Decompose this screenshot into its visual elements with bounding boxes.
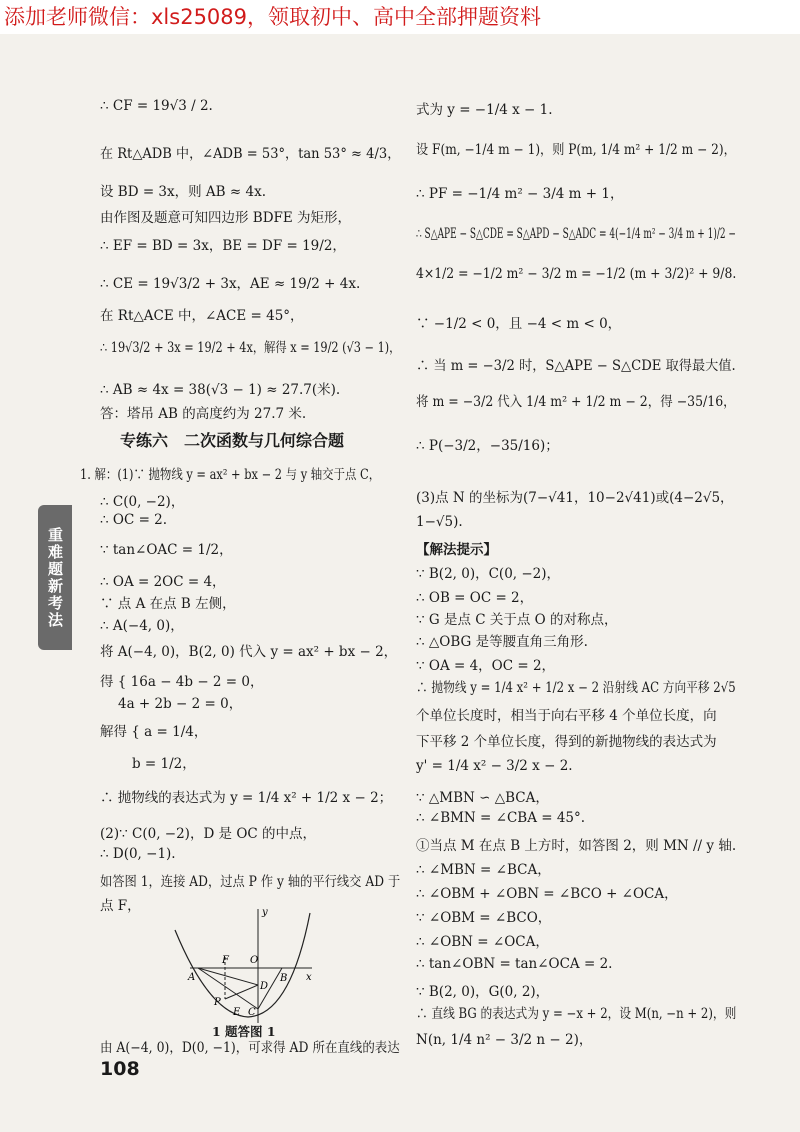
right-line: 式为 y = −1/4 x − 1. [416, 102, 553, 118]
right-line: 1−√5). [416, 514, 463, 530]
right-line: ∴ 抛物线 y = 1/4 x² + 1/2 x − 2 沿射线 AC 方向平移 2√5 [416, 680, 736, 696]
right-line: 【解法提示】 [416, 542, 497, 558]
left-line: b = 1/2， [132, 756, 196, 772]
label-O: O [250, 955, 259, 966]
right-line: ∴ ∠BMN = ∠CBA = 45°. [416, 810, 586, 826]
left-line: ∴ AB ≈ 4x = 38(√3 − 1) ≈ 27.7(米). [100, 382, 341, 398]
right-line: ①当点 M 在点 B 上方时，如答图 2，则 MN // y 轴. [416, 838, 737, 854]
right-line: ∴ 当 m = −3/2 时，S△APE − S△CDE 取得最大值. [416, 358, 736, 374]
left-line: 点 F， [100, 898, 141, 914]
right-line: ∴ ∠MBN = ∠BCA， [416, 862, 551, 878]
left-line: 4a + 2b − 2 = 0， [118, 696, 243, 712]
right-line: ∵ △MBN ∽ △BCA， [416, 790, 549, 806]
right-line: N(n, 1/4 n² − 3/2 n − 2)， [416, 1032, 593, 1048]
right-line: ∴ 直线 BG 的表达式为 y = −x + 2，设 M(n, −n + 2)，则 [416, 1006, 737, 1022]
right-line: ∴ PF = −1/4 m² − 3/4 m + 1， [416, 186, 624, 202]
figure-caption: 1 题答图 1 [212, 1024, 276, 1039]
page-number: 108 [100, 1058, 140, 1080]
left-line: 得 { 16a − 4b − 2 = 0， [100, 674, 264, 690]
left-line: ∴ OA = 2OC = 4， [100, 574, 226, 590]
left-line: (2)∵ C(0, −2)，D 是 OC 的中点， [100, 826, 317, 842]
right-line: 4×1/2 = −1/2 m² − 3/2 m = −1/2 (m + 3/2)² + 9/8. [416, 266, 737, 282]
label-x: x [306, 972, 312, 983]
right-line: ∴ S△APE − S△CDE = S△APD − S△ADC = 4(−1/4 m² − 3/4 m + 1)/2 − [416, 226, 736, 242]
left-line: ∵ 点 A 在点 B 左侧， [100, 596, 236, 612]
label-A: A [188, 972, 196, 983]
right-line: 设 F(m, −1/4 m − 1)，则 P(m, 1/4 m² + 1/2 m − 2)， [416, 142, 736, 158]
left-line: 在 Rt△ADB 中，∠ADB = 53°，tan 53° ≈ 4/3， [100, 146, 401, 162]
right-line: ∵ G 是点 C 关于点 O 的对称点， [416, 612, 618, 628]
left-line: ∴ C(0, −2)， [100, 494, 185, 510]
left-line: 在 Rt△ACE 中，∠ACE = 45°， [100, 308, 304, 324]
right-line: ∴ P(−3/2，−35/16)； [416, 438, 559, 454]
left-line: 由作图及题意可知四边形 BDFE 为矩形， [100, 210, 352, 226]
right-line: 下平移 2 个单位长度，得到的新抛物线的表达式为 [416, 734, 717, 750]
line-AD [198, 968, 258, 985]
label-F: F [222, 955, 229, 966]
left-line: ∴ CF = 19√3 / 2. [100, 98, 213, 114]
left-line: ∵ tan∠OAC = 1/2， [100, 542, 233, 558]
label-y: y [262, 907, 268, 918]
left-line: ∴ D(0, −1). [100, 846, 176, 862]
right-line: ∵ B(2, 0)，C(0, −2)， [416, 566, 561, 582]
left-line: 如答图 1，连接 AD，过点 P 作 y 轴的平行线交 AD 于 [100, 874, 401, 890]
right-line: ∵ −1/2 < 0，且 −4 < m < 0， [416, 316, 622, 332]
left-line: ∴ OC = 2. [100, 512, 168, 528]
right-line: (3)点 N 的坐标为(7−√41，10−2√41)或(4−2√5， [416, 490, 734, 506]
left-line: ∴ CE = 19√3/2 + 3x，AE ≈ 19/2 + 4x. [100, 276, 361, 292]
right-line: 将 m = −3/2 代入 1/4 m² + 1/2 m − 2，得 −35/16， [416, 394, 736, 410]
left-line: 答：塔吊 AB 的高度约为 27.7 米. [100, 406, 307, 422]
side-tab-label: 重难题新考法 [38, 505, 72, 650]
right-line: ∵ B(2, 0)，G(0, 2)， [416, 984, 550, 1000]
label-E: E [233, 1007, 241, 1018]
right-line: ∴ ∠OBN = ∠OCA， [416, 934, 549, 950]
right-line: ∴ △OBG 是等腰直角三角形. [416, 634, 588, 650]
answer-figure-1 [170, 905, 320, 1030]
line-PD [225, 985, 258, 999]
left-line: 由 A(−4, 0)，D(0, −1)，可求得 AD 所在直线的表达 [100, 1040, 400, 1056]
label-C: C [248, 1007, 256, 1018]
label-P: P [214, 997, 221, 1008]
right-line: ∴ OB = OC = 2， [416, 590, 534, 606]
right-line: ∵ ∠OBM = ∠BCO， [416, 910, 552, 926]
left-line: ∴ 抛物线的表达式为 y = 1/4 x² + 1/2 x − 2； [100, 790, 393, 806]
label-B: B [280, 973, 288, 984]
right-line: y' = 1/4 x² − 3/2 x − 2. [416, 758, 573, 774]
left-line: ∴ A(−4, 0)， [100, 618, 184, 634]
left-line: 将 A(−4, 0)，B(2, 0) 代入 y = ax² + bx − 2， [100, 644, 398, 660]
left-line: 设 BD = 3x，则 AB ≈ 4x. [100, 184, 266, 200]
left-line: ∴ EF = BD = 3x，BE = DF = 19/2， [100, 238, 346, 254]
left-line: ∴ 19√3/2 + 3x = 19/2 + 4x，解得 x = 19/2 (√3 − 1)， [100, 340, 401, 356]
right-line: ∵ OA = 4，OC = 2， [416, 658, 556, 674]
right-line: 个单位长度时，相当于向右平移 4 个单位长度，向 [416, 708, 717, 724]
label-D: D [260, 981, 269, 992]
right-line: ∴ tan∠OBN = tan∠OCA = 2. [416, 956, 613, 972]
promo-banner: 添加老师微信：xls25089，领取初中、高中全部押题资料 [0, 0, 800, 34]
left-line: 专练六 二次函数与几何综合题 [120, 431, 345, 450]
right-line: ∴ ∠OBM + ∠OBN = ∠BCO + ∠OCA， [416, 886, 678, 902]
parabola-curve [175, 913, 310, 1017]
left-line: 解得 { a = 1/4， [100, 724, 208, 740]
left-line: 1. 解：(1)∵ 抛物线 y = ax² + bx − 2 与 y 轴交于点 C， [80, 467, 381, 483]
